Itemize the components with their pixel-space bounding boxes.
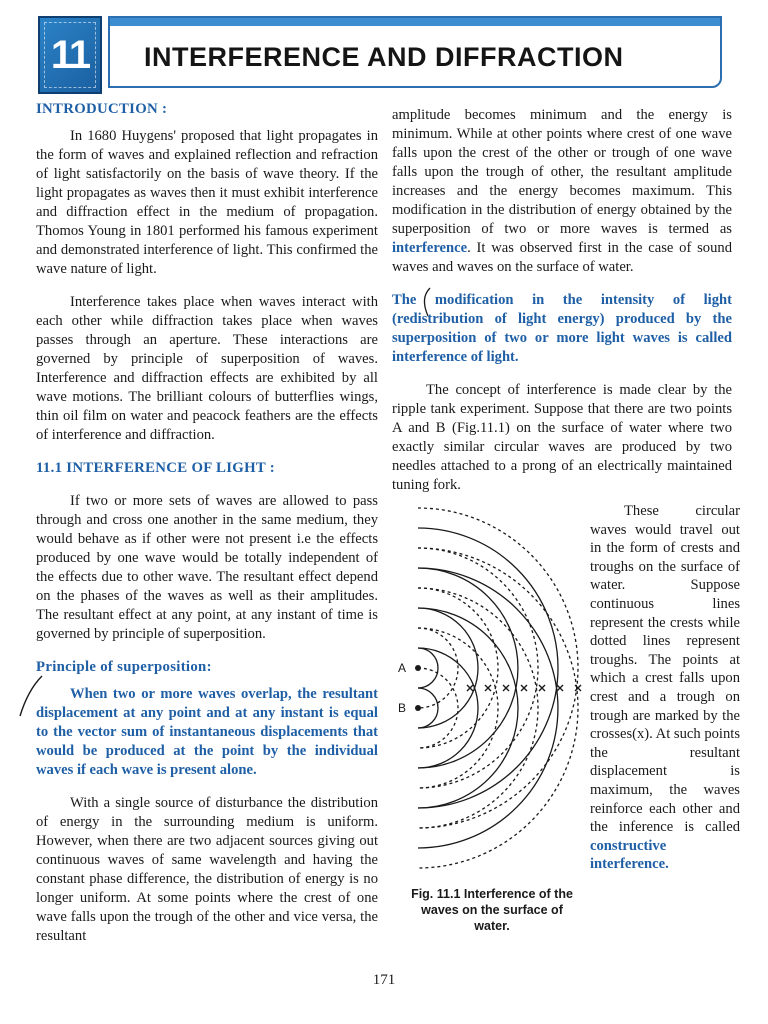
ripple-tank-paragraph: The concept of interference is made clear by the ripple tank experiment. Suppose that there are two points A and B (Fig.11.1) on the surface of water where two exactly similar circular waves are produced by two needles attached to a prong of an electrically maintained tuning fork. — [392, 382, 732, 493]
constructive-points — [467, 685, 581, 691]
wave-front-s1-r3 — [418, 608, 478, 728]
chapter-title: INTERFERENCE AND DIFFRACTION — [144, 41, 624, 72]
cross-mark — [485, 685, 491, 691]
cross-mark — [557, 685, 563, 691]
principle-heading: Principle of superposition: — [36, 659, 212, 675]
figure-caption: Fig. 11.1 Interference of the waves on the surface of water. — [411, 887, 573, 933]
left-column — [36, 100, 378, 946]
cross-mark — [521, 685, 527, 691]
principle-statement: When two or more waves overlap, the resultant displacement at any point and at any instant is equal to the vector sum of instantaneous displacements that would be produced at the point by the individual waves if each wave is present alone. — [36, 686, 378, 778]
page-number: 171 — [372, 972, 396, 988]
cross-mark — [503, 685, 509, 691]
wave-interference-figure — [400, 500, 588, 890]
right-paragraph-1-tail: . It was observed first in the case of sound waves and waves on the surface of water. — [392, 240, 732, 275]
wave-front-s2-r3 — [418, 648, 478, 768]
source-a-label: A — [398, 661, 407, 675]
intro-paragraph-2: Interference takes place when waves interact with each other while diffraction takes place when waves passes through an aperture. These interactions are governed by principle of superposition of waves. Interference and diffraction effects are exhibited by all wave motions. The brilliant colours of butterflies wings, thin oil film on water and peacock feathers are the effects of interference and diffraction. — [36, 294, 378, 443]
constructive-interference-term: constructive interference. — [590, 837, 669, 873]
source-b-label: B — [398, 701, 407, 715]
interference-term: interference — [392, 240, 468, 256]
chapter-title-bar — [108, 16, 722, 88]
source-b-dot — [415, 705, 421, 711]
cross-mark — [467, 685, 473, 691]
chapter-header — [32, 12, 724, 94]
section-11-1-heading: 11.1 INTERFERENCE OF LIGHT : — [36, 460, 276, 476]
wave-front-s1-r8 — [418, 508, 578, 828]
cross-mark — [539, 685, 545, 691]
chapter-number: 11 — [50, 32, 90, 77]
wave-front-s2-r5 — [418, 608, 518, 808]
chapter-number-badge — [38, 16, 102, 94]
cross-mark — [575, 685, 581, 691]
interference-definition: The modification in the intensity of light (redistribution of light energy) produced by the superposition of two or more light waves is called interference of light. — [392, 292, 732, 365]
section-11-1-paragraph-2: With a single source of disturbance the distribution of energy in the surrounding medium is uniform. However, when there are two adjacent sources giving out continuous waves of same wavelength and having the constant phase difference, the distribution of energy is no longer uniform. At some points where the crest of one wave falls upon the trough of the other and vice versa, the resultant — [36, 795, 378, 944]
figure-side-text — [590, 502, 740, 874]
wave-front-s1-r5 — [418, 568, 518, 768]
intro-heading: INTRODUCTION : — [36, 101, 168, 117]
wave-front-s2-r8 — [418, 548, 578, 868]
side-text-body: These circular waves would travel out in the form of crests and troughs on the surface of water. Suppose continuous lines represent the crests while dotted lines represent troughs. The points at which a crest falls upon crest and a trough on trough are marked by the crosses(x). At such points the resultant displacement is maximum, the waves reinforce each other and the inference is called — [590, 503, 740, 836]
intro-paragraph-1: In 1680 Huygens' proposed that light propagates in the form of waves and explained reflection and refraction of light satisfactorily on the basis of wave theory. If the light propagates as waves then it must exhibit interference and diffraction effect in the medium of propagation. Thomos Young in 1801 performed his famous experiment and demonstrated interference of light. This confirmed the wave nature of light. — [36, 128, 378, 277]
right-paragraph-1-text: amplitude becomes minimum and the energy is minimum. While at other points where crest of one wave falls upon the crest of the other or trough of one wave falls upon the trough of other, the resultant amplitude increases and the energy becomes maximum. This modification in the distribution of energy obtained by the superposition of two or more waves is termed as — [392, 107, 732, 237]
source-a-dot — [415, 665, 421, 671]
section-11-1-paragraph-1: If two or more sets of waves are allowed to pass through and cross one another in the same medium, they would behave as if other were not present i.e the effects produced by one wave would be totally independent of the effects due to other wave. The resultant effect depend on the phases of the waves as well as their amplitudes. The resultant effect at any point, at any instant of time is governed by principle of superposition. — [36, 493, 378, 642]
wave-arcs — [418, 508, 578, 868]
right-paragraph-1 — [392, 106, 732, 277]
right-column — [392, 106, 732, 495]
